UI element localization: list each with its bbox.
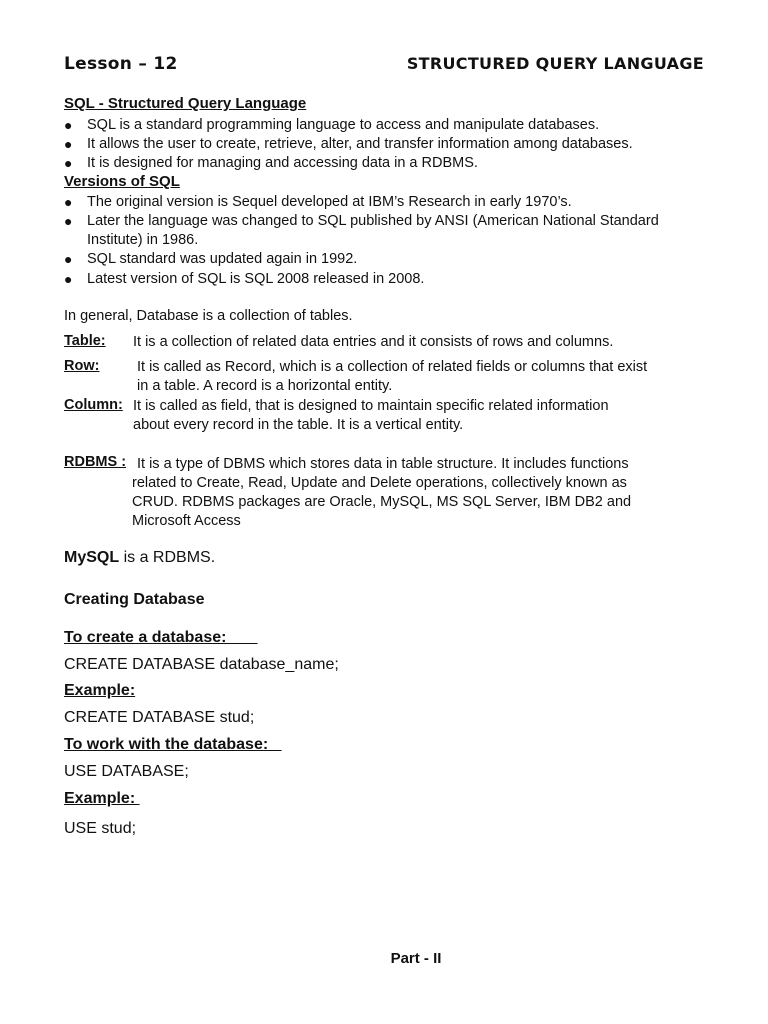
list-item-text: It allows the user to create, retrieve, alter, and transfer information among databases. xyxy=(87,136,633,152)
rdbms-term: RDBMS : xyxy=(64,454,127,470)
row-definition: It is called as Record, which is a collection of related fields or columns that exist in a table. A record is a horizontal entity. xyxy=(137,359,648,394)
use-database-heading: To work with the database: xyxy=(64,736,282,753)
list-item-text: SQL standard was updated again in 1992. xyxy=(87,251,358,267)
list-item xyxy=(64,116,704,135)
column-term: Column: xyxy=(64,397,123,413)
bullet-icon: ● xyxy=(64,213,73,229)
creating-database-heading: Creating Database xyxy=(64,591,205,608)
page-footer: Part - II xyxy=(390,950,442,967)
list-item xyxy=(64,250,704,269)
list-item xyxy=(64,154,704,173)
list-item xyxy=(64,212,704,250)
list-item xyxy=(64,135,704,154)
lesson-topic: STRUCTURED QUERY LANGUAGE xyxy=(406,54,704,73)
use-database-syntax: USE DATABASE; xyxy=(64,763,189,780)
list-item-text: The original version is Sequel developed at IBM’s Research in early 1970’s. xyxy=(87,194,572,210)
bullet-icon: ● xyxy=(64,194,73,210)
mysql-statement: MySQL is a RDBMS. xyxy=(64,549,216,566)
list-item-text: Latest version of SQL is SQL 2008 released in 2008. xyxy=(87,271,425,287)
lesson-number: Lesson – 12 xyxy=(64,54,178,74)
list-item xyxy=(64,270,704,289)
create-database-heading: To create a database: xyxy=(64,629,258,646)
page-header xyxy=(64,54,704,76)
bullet-icon: ● xyxy=(64,271,73,287)
rdbms-definition: It is a type of DBMS which stores data in table structure. It includes functions related to Create, Read, Update and Delete operations, collectively known as CRUD. RDBMS packages are Oracle, MySQL, MS SQL Server, IBM DB2 and Microsoft Access xyxy=(132,456,632,529)
column-definition: It is called as field, that is designed to maintain specific related information about every record in the table. It is a vertical entity. xyxy=(133,398,609,433)
use-example-code: USE stud; xyxy=(64,820,137,837)
table-definition: It is a collection of related data entries and it consists of rows and columns. xyxy=(133,334,614,350)
create-example-label: Example: xyxy=(64,682,136,699)
bullet-icon: ● xyxy=(64,155,73,171)
use-example-label: Example: xyxy=(64,790,140,807)
bullet-icon: ● xyxy=(64,251,73,267)
list-item-text: It is designed for managing and accessing data in a RDBMS. xyxy=(87,155,478,171)
list-item-text: Later the language was changed to SQL published by ANSI (American National Standard Institute) in 1986. xyxy=(87,213,659,248)
bullet-icon: ● xyxy=(64,136,73,152)
row-term: Row: xyxy=(64,358,100,374)
create-example-code: CREATE DATABASE stud; xyxy=(64,709,255,726)
versions-heading: Versions of SQL xyxy=(64,173,180,190)
database-intro: In general, Database is a collection of tables. xyxy=(64,308,353,324)
sql-heading: SQL - Structured Query Language xyxy=(64,95,307,112)
list-item-text: SQL is a standard programming language to access and manipulate databases. xyxy=(87,117,600,133)
create-database-syntax: CREATE DATABASE database_name; xyxy=(64,656,339,673)
bullet-icon: ● xyxy=(64,117,73,133)
table-term: Table: xyxy=(64,333,106,349)
list-item xyxy=(64,193,704,212)
